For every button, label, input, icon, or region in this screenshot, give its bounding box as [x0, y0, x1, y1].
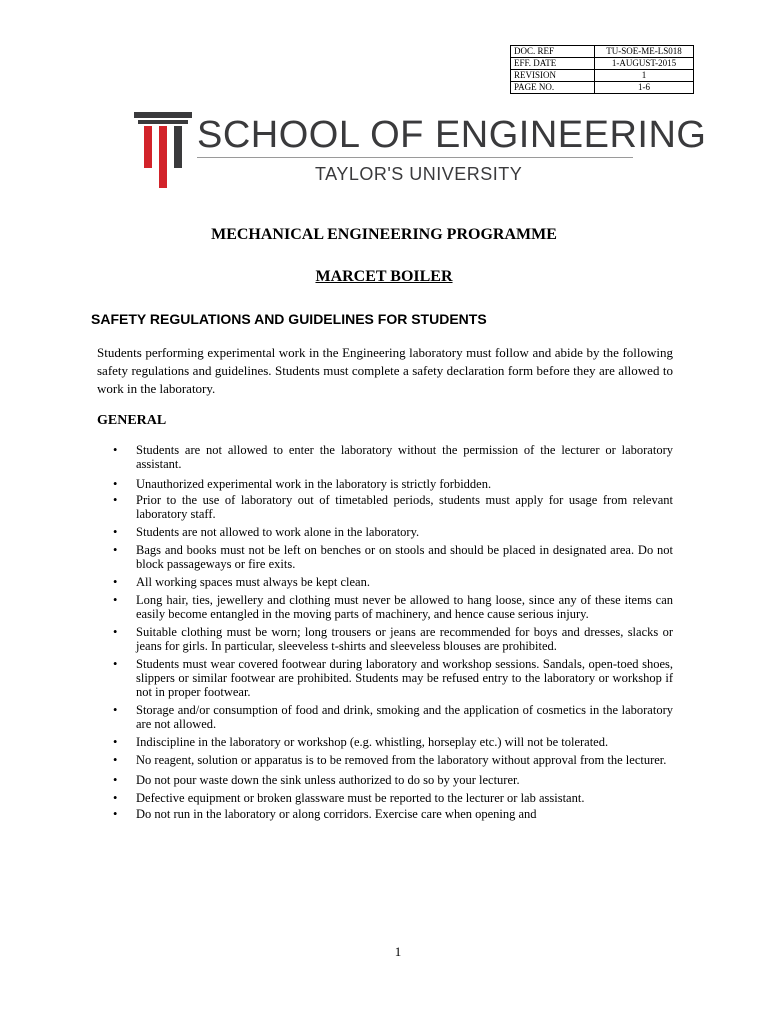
bullet-icon: • — [113, 773, 118, 787]
document-control-table — [510, 45, 694, 94]
list-item: • Long hair, ties, jewellery and clothing must never be allowed to hang loose, since any of these items can easily become entangled in the moving parts of machinery, and hence cause serious injury. — [113, 593, 673, 621]
bullet-icon: • — [113, 657, 118, 671]
list-item: • Bags and books must not be left on benches or on stools and should be placed in designated area. Do not block passageways or fire exits. — [113, 543, 673, 571]
revision-label: REVISION — [511, 70, 595, 82]
pillars-logo-icon — [134, 112, 192, 188]
bullet-icon: • — [113, 735, 118, 749]
list-item: • Defective equipment or broken glassware must be reported to the lecturer or lab assistant. — [113, 791, 585, 805]
list-item: • Students are not allowed to work alone in the laboratory. — [113, 525, 420, 539]
experiment-title: MARCET BOILER — [315, 268, 453, 285]
bullet-icon: • — [113, 477, 118, 491]
logo-divider — [197, 157, 633, 158]
list-item: • Prior to the use of laboratory out of timetabled periods, students must apply for usage from relevant laboratory staff. — [113, 493, 673, 521]
doc-ref-label: DOC. REF — [511, 46, 595, 58]
logo-school-name: SCHOOL OF ENGINEERING — [197, 114, 707, 156]
revision-row — [511, 70, 694, 82]
school-logo — [134, 112, 707, 188]
page-no-label: PAGE NO. — [511, 82, 595, 94]
general-heading: GENERAL — [97, 413, 167, 428]
page-no-value: 1-6 — [595, 82, 694, 94]
bullet-icon: • — [113, 593, 118, 607]
doc-ref-value: TU-SOE-ME-LS018 — [595, 46, 694, 58]
bullet-icon: • — [113, 493, 118, 507]
list-item: • Suitable clothing must be worn; long trousers or jeans are recommended for boys and dresses, slacks or jeans for girls. In particular, sleeveless t-shirts and sleeveless blouses are prohibited. — [113, 625, 673, 653]
eff-date-row — [511, 58, 694, 70]
programme-title: MECHANICAL ENGINEERING PROGRAMME — [211, 226, 557, 243]
bullet-icon: • — [113, 575, 118, 589]
intro-paragraph: Students performing experimental work in the Engineering laboratory must follow and abide by the following safety regulations and guidelines. Students must complete a safety declaration form before they are allowed to work in the laboratory. — [97, 345, 673, 396]
list-item: • Students must wear covered footwear during laboratory and workshop sessions. Sandals, open-toed shoes, slippers or similar footwear are prohibited. Students may be refused entry to the laboratory or workshop if not in proper footwear. — [113, 657, 673, 699]
list-item: • Do not pour waste down the sink unless authorized to do so by your lecturer. — [113, 773, 520, 787]
logo-university-name: TAYLOR'S UNIVERSITY — [315, 164, 523, 184]
bullet-icon: • — [113, 543, 118, 557]
list-item: • No reagent, solution or apparatus is to be removed from the laboratory without approval from the lecturer. — [113, 753, 667, 767]
revision-value: 1 — [595, 70, 694, 82]
list-item: • Indiscipline in the laboratory or workshop (e.g. whistling, horseplay etc.) will not be tolerated. — [113, 735, 609, 749]
page-no-row — [511, 82, 694, 94]
eff-date-label: EFF. DATE — [511, 58, 595, 70]
bullet-icon: • — [113, 443, 118, 457]
list-item: • Unauthorized experimental work in the laboratory is strictly forbidden. — [113, 477, 492, 491]
bullet-icon: • — [113, 625, 118, 639]
bullet-icon: • — [113, 791, 118, 805]
bullet-icon: • — [113, 525, 118, 539]
list-item: • Students are not allowed to enter the laboratory without the permission of the lecturer or laboratory assistant. — [113, 443, 673, 471]
list-item: • All working spaces must always be kept clean. — [113, 575, 370, 589]
safety-rules-list — [113, 443, 673, 825]
bullet-icon: • — [113, 807, 118, 821]
bullet-icon: • — [113, 703, 118, 717]
section-heading: SAFETY REGULATIONS AND GUIDELINES FOR STUDENTS — [91, 311, 487, 327]
list-item: • Do not run in the laboratory or along corridors. Exercise care when opening and — [113, 807, 537, 821]
eff-date-value: 1-AUGUST-2015 — [595, 58, 694, 70]
page-number: 1 — [394, 944, 402, 959]
list-item: • Storage and/or consumption of food and drink, smoking and the application of cosmetics in the laboratory are not allowed. — [113, 703, 673, 731]
doc-ref-row — [511, 46, 694, 58]
bullet-icon: • — [113, 753, 118, 767]
